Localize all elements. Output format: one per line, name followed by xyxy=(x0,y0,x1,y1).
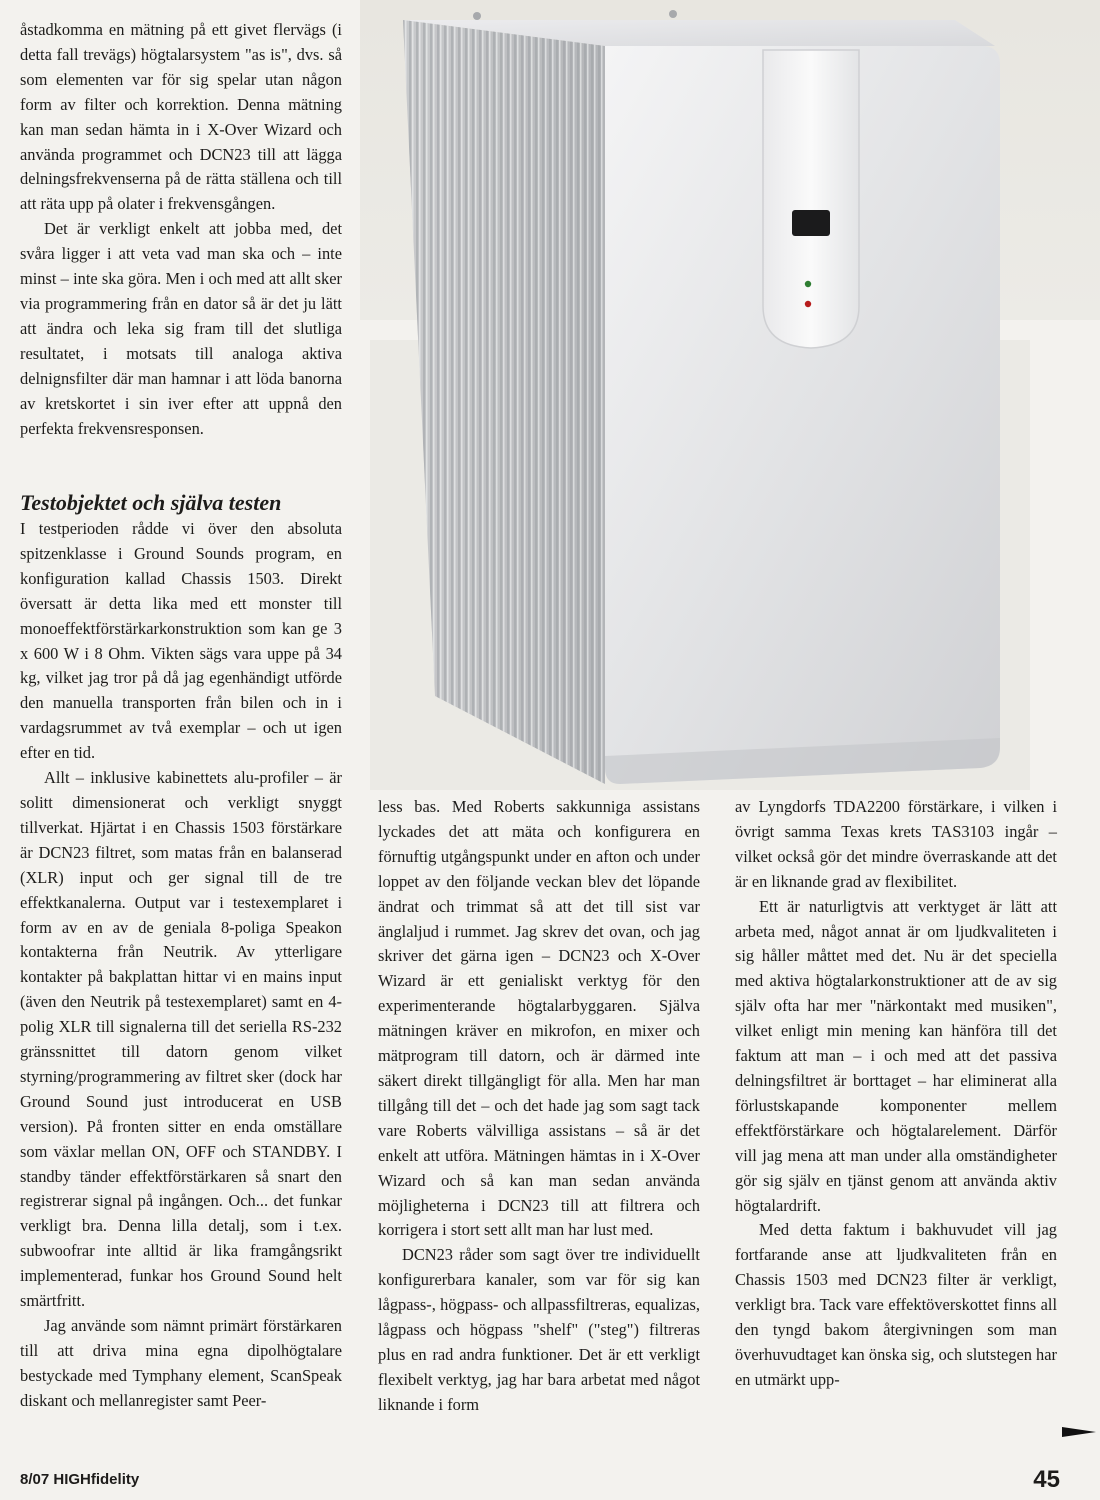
paragraph: DCN23 råder som sagt över tre individuellt konfigurerbara kanaler, som var för sig kan lågpass-, högpass- och allpassfiltreras, equalizas, lågpass och högpass "shelf" ("steg") filtreras plus en rad andra funktioner. Det är ett verkligt flexibelt verktyg, jag har bara arbetat med något liknande i form xyxy=(378,1245,700,1414)
footer-issue: 8/07 HIGHfidelity xyxy=(20,1471,140,1488)
paragraph: Ett är naturligtvis att verktyget är lätt att arbeta med, något annat är om ljudkvaliteten i sig håller måttet med det. Nu är det speciella med aktiva högtalarkonstruktioner att de av sig själv ofta har mer "närkontakt med musiken", vilket enligt min mening kan hänföra till det faktum att man – i och med att det passiva delningsfiltret är borttaget – har eliminerat alla förlustskapande komponenter mellem effektförstärkare och högtalarelement. Därför vill jag mena att man under alla omständigheter gör sig själv en tjänst genom att använda aktiv högtalardrift. xyxy=(735,896,1057,1215)
paragraph: Jag använde som nämnt primärt förstärkaren till att driva mina egna dipolhögtalare bestyckade med Tymphany element, ScanSpeak diskant och mellanregister samt Peer- xyxy=(20,1316,342,1410)
paragraph: Det är verkligt enkelt att jobba med, det svåra ligger i att veta vad man ska och – inte minst – inte ska göra. Men i och med att allt sker via programmering från en dator så är det ju lätt att ändra och leka sig fram till det slutliga resultatet, i motsats till analoga aktiva delnignsfilter där man hamnar i att löda banorna av kretskortet i sin iver efter att uppnå den perfekta frekvensresponsen. xyxy=(20,219,342,438)
amplifier-product-photo xyxy=(395,6,1015,784)
paragraph: åstadkomma en mätning på ett givet flervägs (i detta fall trevägs) högtalarsystem "as is", dvs. så som elementen var för sig spelar utan någon form av filter och korrektion. Denna mätning kan man sedan hämta in i X-Over Wizard och använda programmet och DCN23 till att lägga delningsfrekvenserna på de rätta ställena och till att räta upp på olater i frekvensgången. xyxy=(20,20,342,214)
column-3 xyxy=(735,795,1057,1393)
paragraph: Allt – inklusive kabinettets alu-profiler – är solitt dimensionerat och verkligt snyggt tillverkat. Hjärtat i en Chassis 1503 förstärkare är DCN23 filtret, som matas från en balanserad (XLR) input och ger signal till de tre effektkanalerna. Output var i testexemplaret i form av en av de geniala 8-poliga Speakon kontakterna från Neutrik. Av ytterligare kontakter på bakplattan hittar vi en mains input (även den Neutrik på testexemplaret) samt en 4-polig XLR till signalerna till det seriella RS-232 gränssnittet till datorn genom vilket styrning/programmering av filtret sker (dock har Ground Sound just introducerat en USB version). På fronten sitter en enda omställare som växlar mellan ON, OFF och STANDBY. I standby tänder effektförstärkaren så snart den registrerar signal på ingången. Och... det funkar verkligt bra. Denna lilla detalj, som i t.ex. subwoofrar inte alltid är lika framgångsrikt implementerad, funkar hos Ground Sound helt smärtfritt. xyxy=(20,768,342,1311)
led-green-icon xyxy=(805,281,811,287)
continue-arrow-icon xyxy=(1062,1423,1096,1441)
paragraph: av Lyngdorfs TDA2200 förstärkare, i vilken i övrigt samma Texas krets TAS3103 ingår – vilket också gör det mindre överraskande att det är en liknande grad av flexibilitet. xyxy=(735,797,1057,891)
section-subheading: Testobjektet och själva testen xyxy=(20,490,282,515)
paragraph: I testperioden rådde vi över den absoluta spitzenklasse i Ground Sounds program, en konfiguration kallad Chassis 1503. Direkt översatt är detta lika med ett monster till monoeffektförstärkarkonstruktion som kan ge 3 x 600 W i 8 Ohm. Vikten sägs vara uppe på 34 kg, vilket jag tror på då jag egenhändigt utförde den manuella transporten från bilen och in i vardagsrummet av två exemplar – och ut igen efter en tid. xyxy=(20,519,342,763)
page-number: 45 xyxy=(1033,1466,1060,1493)
paragraph: Med detta faktum i bakhuvudet vill jag fortfarande anse att ljudkvaliteten från en Chassis 1503 med DCN23 filter är verkligt, verkligt bra. Tack vare effektöverskottet finns all den tyngd bakom återgivningen som man överhuvudtaget kan önska sig, och slutstegen har en utmärkt upp- xyxy=(735,1220,1057,1389)
column-1-top xyxy=(20,18,342,441)
led-red-icon xyxy=(805,301,811,307)
paragraph: less bas. Med Roberts sakkunniga assistans lyckades det att mäta och konfigurera en förnuftig utgångspunkt under en afton och under loppet av den följande veckan blev det löpande ändrat och trimmat så att det till sist var änglaljud i rummet. Jag skrev det ovan, och jag skriver det gärna igen – DCN23 och X-Over Wizard är ett genialiskt verktyg för den experimenterande högtalarbyggaren. Själva mätningen kräver en mikrofon, en mixer och mätprogram till datorn, och är därmed inte säkert direkt tillgängligt för alla. Men har man tillgång till det – och det hade jag som sagt tack vare Roberts välvilliga assistans – så är det enkelt att utföra. Mätningen hämtas in i X-Over Wizard och så kan man sedan använda möjligheterna i DCN23 till att filtrera och korrigera i stort sett allt man har lust med. xyxy=(378,797,700,1240)
power-switch-icon xyxy=(792,210,830,236)
column-2 xyxy=(378,795,700,1418)
column-1-bottom xyxy=(20,517,342,1414)
